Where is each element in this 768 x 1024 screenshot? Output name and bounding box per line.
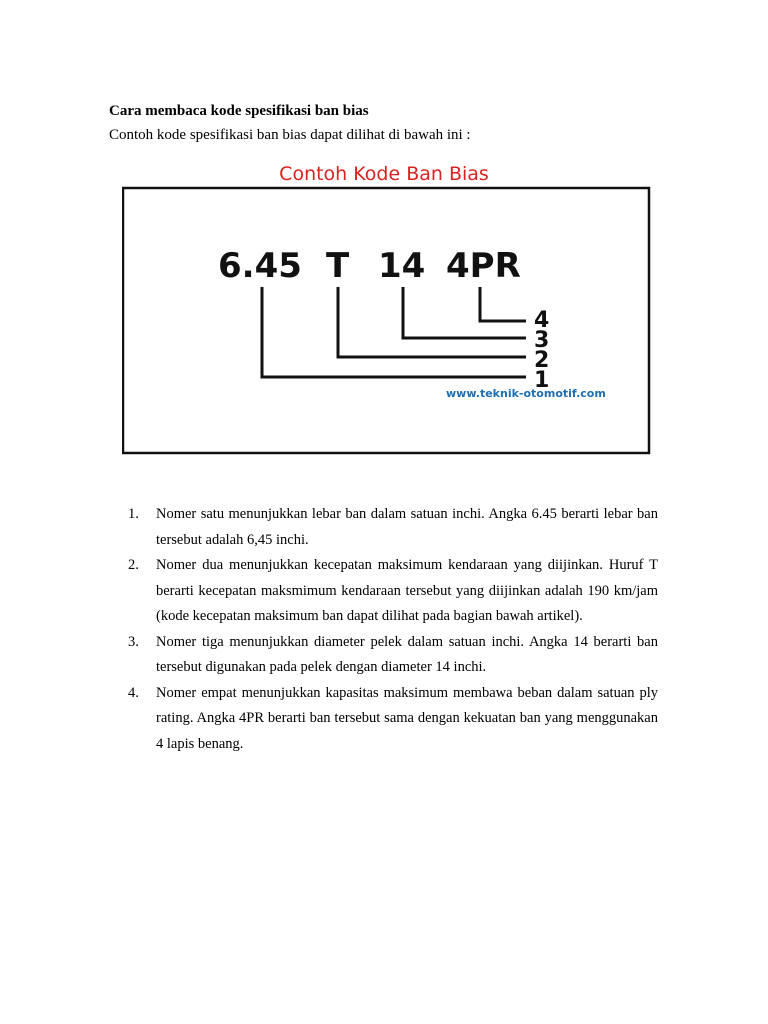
label-3: 3 <box>534 328 550 353</box>
list-item <box>128 681 658 758</box>
list-item-number: 4. <box>128 684 139 701</box>
list-item-number: 1. <box>128 506 139 522</box>
leader-line-4 <box>480 287 526 321</box>
code-speed: T <box>326 246 350 286</box>
list-item-text: Nomer satu menunjukkan lebar ban dalam satuan inchi. Angka 6.45 berarti lebar ban tersebut adalah 6,45 inchi. <box>156 506 658 548</box>
code-width: 6.45 <box>218 246 302 286</box>
figure-frame <box>123 188 649 453</box>
tire-code-diagram <box>122 160 652 456</box>
code-ply: 4PR <box>446 246 521 286</box>
list-item-number: 2. <box>128 557 139 573</box>
label-2: 2 <box>534 348 550 373</box>
list-item-text: Nomer dua menunjukkan kecepatan maksimum kendaraan yang diijinkan. Huruf T berarti kecepatan maksmimum kendaraan tersebut yang diijinkan adalah 190 km/jam (kode kecepatan maksimum ban dapat dilihat pada bagian bawah artikel). <box>156 557 658 624</box>
label-1: 1 <box>534 368 550 393</box>
figure-title: Contoh Kode Ban Bias <box>279 163 489 185</box>
leader-line-3 <box>403 287 526 338</box>
list-item-text: Nomer tiga menunjukkan diameter pelek dalam satuan inchi. Angka 14 berarti ban tersebut digunakan pada pelek dengan diameter 14 inchi. <box>156 633 658 675</box>
list-item <box>128 553 658 630</box>
label-4: 4 <box>534 308 550 333</box>
tire-code-figure <box>122 160 652 456</box>
intro-paragraph: Contoh kode spesifikasi ban bias dapat dilihat di bawah ini : <box>109 127 471 143</box>
list-item-number: 3. <box>128 633 139 650</box>
section-heading: Cara membaca kode spesifikasi ban bias <box>109 103 369 119</box>
explanation-list <box>128 502 658 757</box>
source-url: www.teknik-otomotif.com <box>446 387 606 400</box>
list-item <box>128 630 658 681</box>
list-item-text: Nomer empat menunjukkan kapasitas maksimum membawa beban dalam satuan ply rating. Angka 4PR berarti ban tersebut sama dengan kekuatan ban yang menggunakan 4 lapis benang. <box>156 684 658 752</box>
leader-line-1 <box>262 287 526 377</box>
code-rim: 14 <box>378 246 426 286</box>
list-item <box>128 502 658 553</box>
